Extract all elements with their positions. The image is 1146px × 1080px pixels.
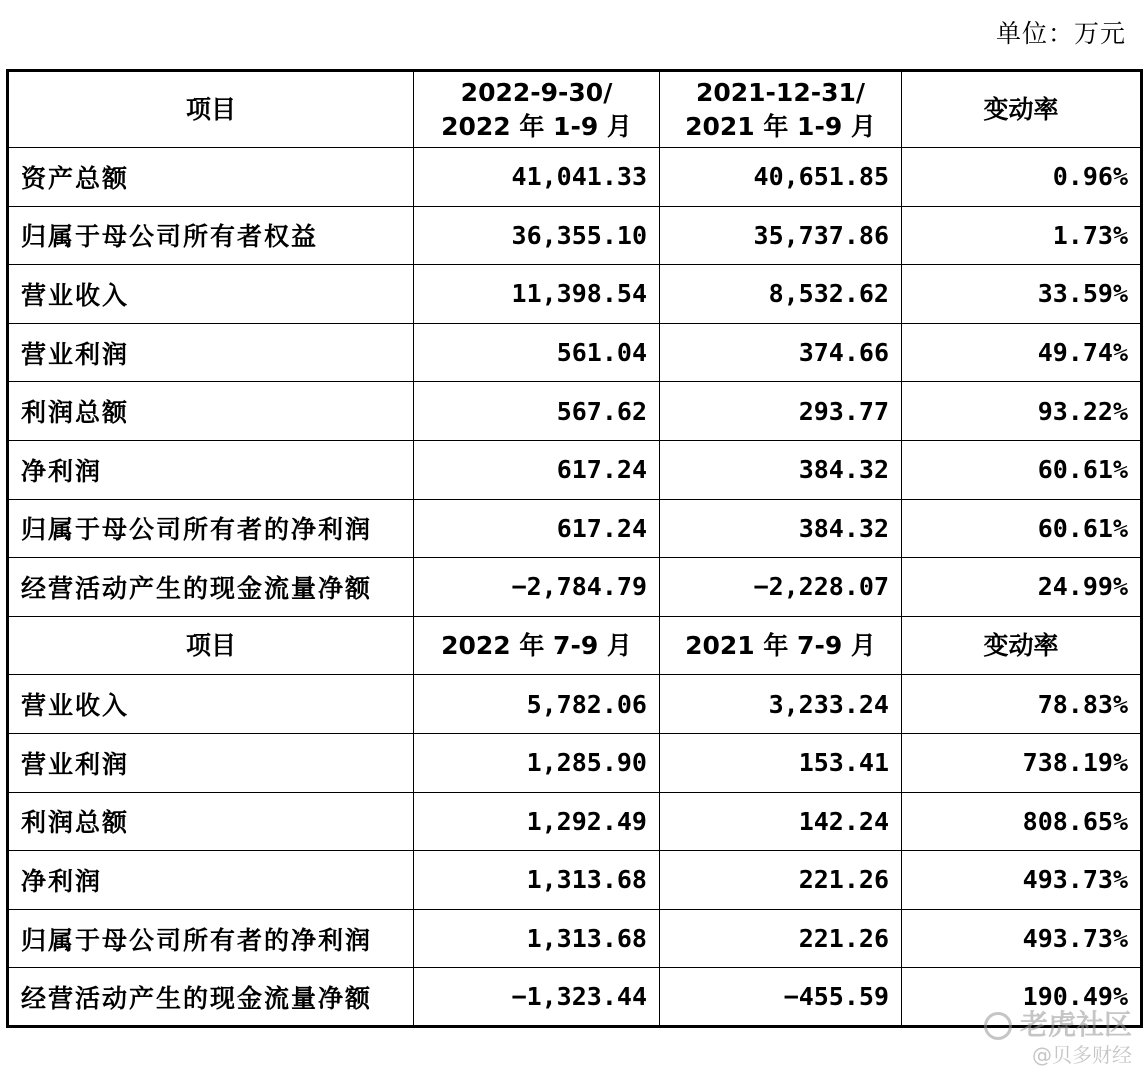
row-value-prior: 384.32 — [660, 440, 902, 499]
row-value-prior: 8,532.62 — [660, 265, 902, 324]
header-col2-line2: 2021 年 1-9 月 — [685, 111, 876, 141]
row-label: 净利润 — [8, 851, 414, 910]
header-col2: 2021 年 7-9 月 — [660, 616, 902, 675]
header-item: 项目 — [8, 616, 414, 675]
row-change-rate: 190.49% — [902, 968, 1142, 1027]
header-col2-line1: 2021-12-31/ — [695, 77, 866, 107]
table-row — [8, 148, 1142, 207]
header-change: 变动率 — [902, 71, 1142, 148]
row-change-rate: 60.61% — [902, 440, 1142, 499]
table-row — [8, 382, 1142, 441]
header-col1 — [414, 71, 660, 148]
table-row — [8, 851, 1142, 910]
table1-header-row — [8, 71, 1142, 148]
header-col1-line2: 2022 年 1-9 月 — [441, 111, 632, 141]
header-col1: 2022 年 7-9 月 — [414, 616, 660, 675]
row-value-current: 5,782.06 — [414, 675, 660, 734]
table-row — [8, 675, 1142, 734]
row-value-current: 1,285.90 — [414, 733, 660, 792]
row-value-current: 11,398.54 — [414, 265, 660, 324]
row-change-rate: 1.73% — [902, 206, 1142, 265]
row-value-current: 41,041.33 — [414, 148, 660, 207]
row-label: 归属于母公司所有者权益 — [8, 206, 414, 265]
row-value-prior: −455.59 — [660, 968, 902, 1027]
row-label: 利润总额 — [8, 382, 414, 441]
row-change-rate: 78.83% — [902, 675, 1142, 734]
row-value-prior: 35,737.86 — [660, 206, 902, 265]
row-label: 利润总额 — [8, 792, 414, 851]
row-value-current: 1,292.49 — [414, 792, 660, 851]
row-value-current: 617.24 — [414, 499, 660, 558]
table-row — [8, 265, 1142, 324]
row-label: 营业利润 — [8, 733, 414, 792]
row-value-current: 617.24 — [414, 440, 660, 499]
table-row — [8, 792, 1142, 851]
row-label: 净利润 — [8, 440, 414, 499]
row-label: 经营活动产生的现金流量净额 — [8, 558, 414, 617]
watermark-line1: 老虎社区 — [1019, 1008, 1132, 1041]
header-col2 — [660, 71, 902, 148]
row-value-current: 1,313.68 — [414, 851, 660, 910]
row-value-prior: 142.24 — [660, 792, 902, 851]
watermark-line2: @贝多财经 — [1032, 1043, 1132, 1067]
table-row — [8, 558, 1142, 617]
unit-label: 单位：万元 — [995, 19, 1126, 48]
table2-header-row — [8, 616, 1142, 675]
row-value-prior: 374.66 — [660, 323, 902, 382]
row-value-prior: 221.26 — [660, 909, 902, 968]
row-value-prior: 40,651.85 — [660, 148, 902, 207]
header-col1-line1: 2022-9-30/ — [460, 77, 613, 107]
table-row — [8, 323, 1142, 382]
row-label: 营业利润 — [8, 323, 414, 382]
table-row — [8, 909, 1142, 968]
row-label: 归属于母公司所有者的净利润 — [8, 499, 414, 558]
row-value-current: 36,355.10 — [414, 206, 660, 265]
row-change-rate: 493.73% — [902, 851, 1142, 910]
row-change-rate: 60.61% — [902, 499, 1142, 558]
row-value-prior: 384.32 — [660, 499, 902, 558]
row-change-rate: 738.19% — [902, 733, 1142, 792]
row-value-current: 567.62 — [414, 382, 660, 441]
header-item: 项目 — [8, 71, 414, 148]
row-label: 归属于母公司所有者的净利润 — [8, 909, 414, 968]
row-change-rate: 33.59% — [902, 265, 1142, 324]
row-change-rate: 808.65% — [902, 792, 1142, 851]
row-label: 资产总额 — [8, 148, 414, 207]
row-value-prior: −2,228.07 — [660, 558, 902, 617]
row-value-prior: 293.77 — [660, 382, 902, 441]
header-change: 变动率 — [902, 616, 1142, 675]
row-value-current: −1,323.44 — [414, 968, 660, 1027]
row-value-prior: 153.41 — [660, 733, 902, 792]
row-value-current: −2,784.79 — [414, 558, 660, 617]
row-label: 经营活动产生的现金流量净额 — [8, 968, 414, 1027]
row-label: 营业收入 — [8, 265, 414, 324]
row-value-prior: 221.26 — [660, 851, 902, 910]
row-change-rate: 49.74% — [902, 323, 1142, 382]
row-change-rate: 93.22% — [902, 382, 1142, 441]
row-change-rate: 493.73% — [902, 909, 1142, 968]
row-value-current: 561.04 — [414, 323, 660, 382]
row-label: 营业收入 — [8, 675, 414, 734]
row-value-prior: 3,233.24 — [660, 675, 902, 734]
table-row — [8, 499, 1142, 558]
table-row — [8, 206, 1142, 265]
table-row — [8, 968, 1142, 1027]
table-row — [8, 440, 1142, 499]
row-change-rate: 0.96% — [902, 148, 1142, 207]
row-change-rate: 24.99% — [902, 558, 1142, 617]
financial-table — [6, 69, 1143, 1028]
row-value-current: 1,313.68 — [414, 909, 660, 968]
table-row — [8, 733, 1142, 792]
